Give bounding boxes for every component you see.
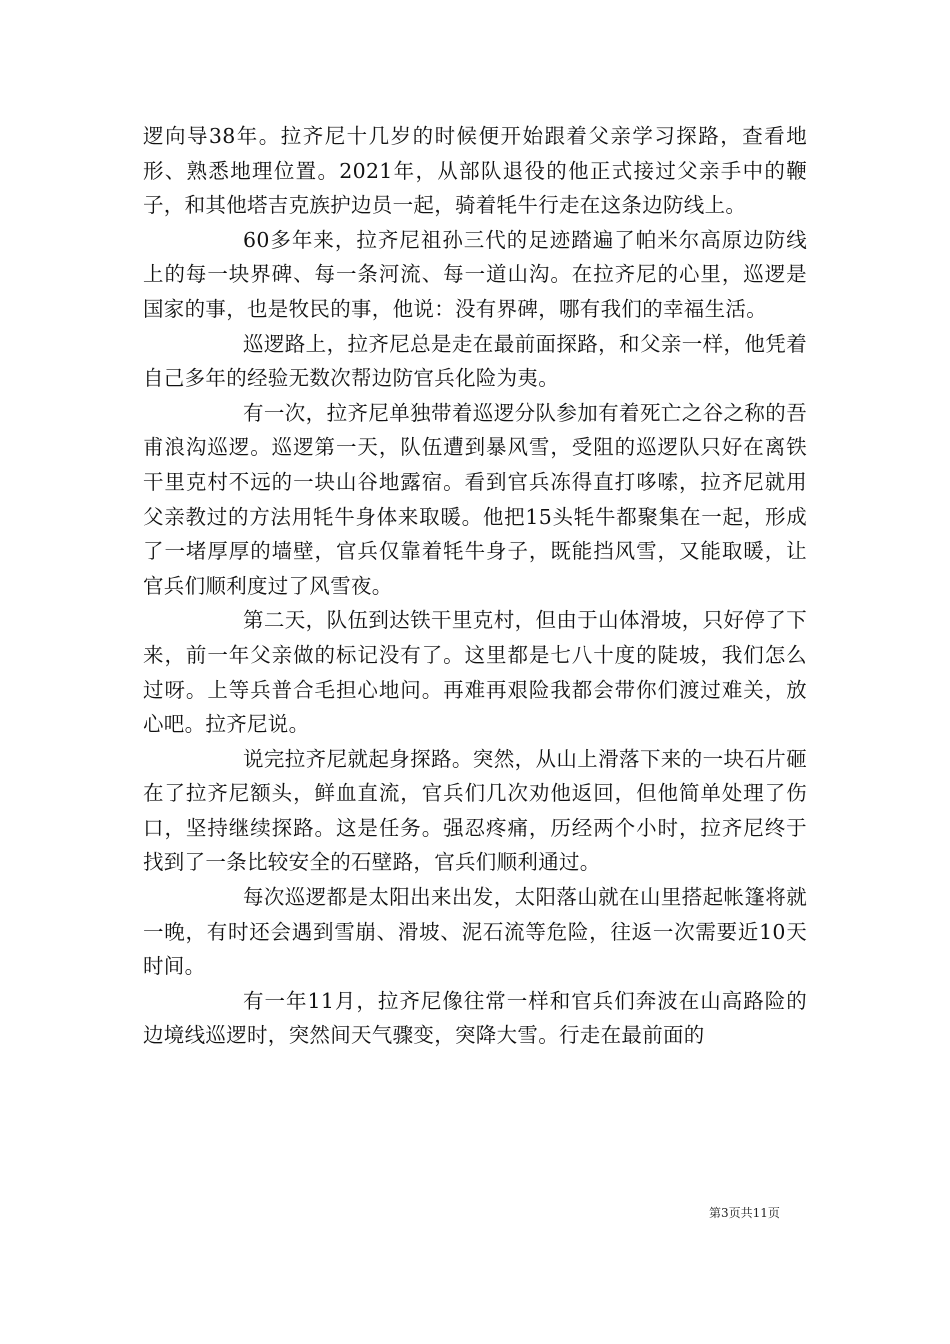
paragraph-2: 60多年来，拉齐尼祖孙三代的足迹踏遍了帕米尔高原边防线上的每一块界碑、每一条河流、每一道山沟。在拉齐尼的心里，巡逻是国家的事，也是牧民的事，他说：没有界碑，哪有我们的幸福生活。 [143, 227, 807, 321]
body-text [143, 119, 807, 1053]
paragraph-6: 说完拉齐尼就起身探路。突然，从山上滑落下来的一块石片砸在了拉齐尼额头，鲜血直流，官兵们几次劝他返回，但他简单处理了伤口，坚持继续探路。这是任务。强忍疼痛，历经两个小时，拉齐尼终于找到了一条比较安全的石壁路，官兵们顺利通过。 [143, 746, 807, 875]
paragraph-3: 巡逻路上，拉齐尼总是走在最前面探路，和父亲一样，他凭着自己多年的经验无数次帮边防官兵化险为夷。 [143, 331, 807, 391]
paragraph-7: 每次巡逻都是太阳出来出发，太阳落山就在山里搭起帐篷将就一晚，有时还会遇到雪崩、滑坡、泥石流等危险，往返一次需要近10天时间。 [143, 885, 807, 979]
paragraph-5: 第二天，队伍到达铁干里克村，但由于山体滑坡，只好停了下来，前一年父亲做的标记没有了。这里都是七八十度的陡坡，我们怎么过呀。上等兵普合毛担心地问。再难再艰险我都会带你们渡过难关，放心吧。拉齐尼说。 [143, 608, 807, 737]
paragraph-4: 有一次，拉齐尼单独带着巡逻分队参加有着死亡之谷之称的吾甫浪沟巡逻。巡逻第一天，队伍遭到暴风雪，受阻的巡逻队只好在离铁干里克村不远的一块山谷地露宿。看到官兵冻得直打哆嗦，拉齐尼就用父亲教过的方法用牦牛身体来取暖。他把15头牦牛都聚集在一起，形成了一堵厚厚的墙壁，官兵仅靠着牦牛身子，既能挡风雪，又能取暖，让官兵们顺利度过了风雪夜。 [143, 400, 807, 598]
paragraph-8: 有一年11月，拉齐尼像往常一样和官兵们奔波在山高路险的边境线巡逻时，突然间天气骤变，突降大雪。行走在最前面的 [143, 988, 807, 1048]
paragraph-1: 逻向导38年。拉齐尼十几岁的时候便开始跟着父亲学习探路，查看地形、熟悉地理位置。2021年，从部队退役的他正式接过父亲手中的鞭子，和其他塔吉克族护边员一起，骑着牦牛行走在这条边防线上。 [143, 124, 807, 218]
page-number: 第3页共11页 [709, 1206, 780, 1220]
